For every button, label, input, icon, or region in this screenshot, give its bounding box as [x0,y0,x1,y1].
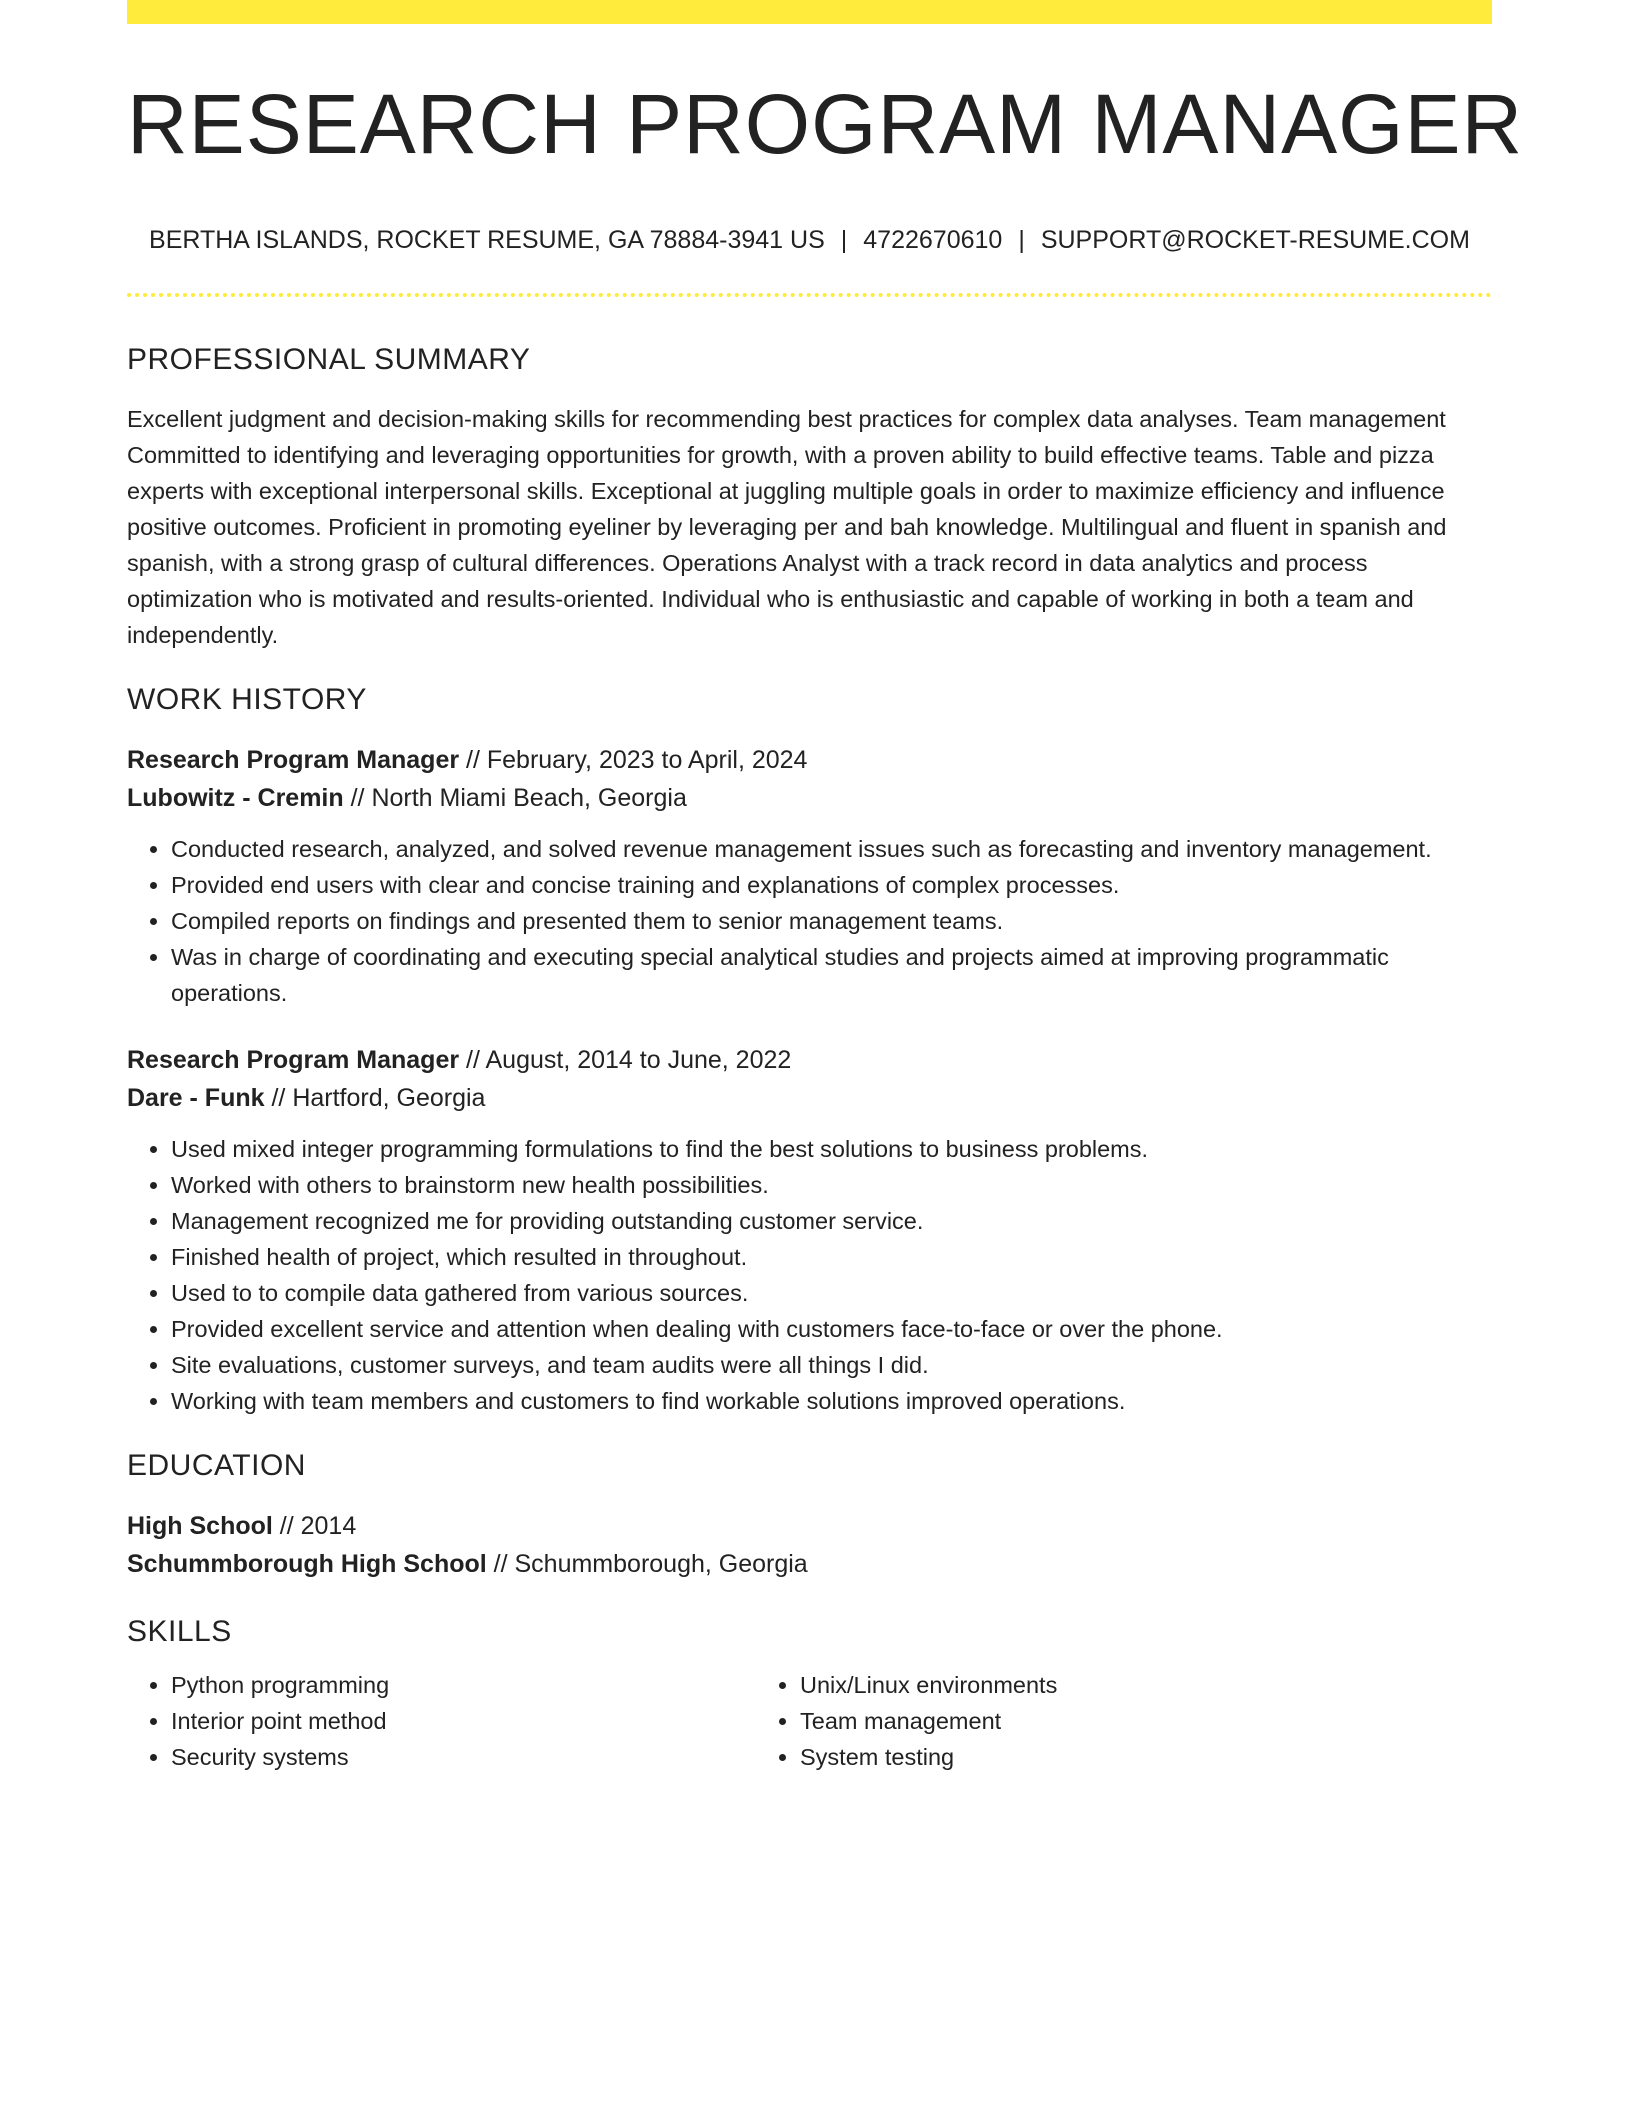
list-item: • Was in charge of coordinating and executing special analytical studies and projects aimed at improving programmatic operations. [171,939,1492,1011]
list-item: • Working with team members and customers to find workable solutions improved operations. [171,1383,1492,1419]
list-item: • Provided end users with clear and concise training and explanations of complex processes. [171,867,1492,903]
job-company: Dare - Funk [127,1084,265,1113]
job-dates: // August, 2014 to June, 2022 [459,1046,792,1075]
job-role: Research Program Manager [127,1046,460,1075]
skill-item: • Python programming [171,1667,756,1703]
job-dates: // February, 2023 to April, 2024 [459,746,808,775]
list-item: • Finished health of project, which resulted in throughout. [171,1239,1492,1275]
education-degree-line [127,1507,1492,1545]
job-company-line [127,779,1492,817]
job-entry [127,741,1492,1011]
skills-column [127,1667,756,1775]
job-bullet-list [127,831,1492,1011]
list-item: • Conducted research, analyzed, and solved revenue management issues such as forecasting and inventory management. [171,831,1492,867]
list-item: • Management recognized me for providing outstanding customer service. [171,1203,1492,1239]
education-degree: High School [127,1512,273,1541]
skill-item: • Team management [800,1703,1436,1739]
job-bullet-list [127,1131,1492,1419]
contact-separator: | [1018,226,1025,255]
education-year: // 2014 [272,1512,357,1541]
list-item: • Used to to compile data gathered from various sources. [171,1275,1492,1311]
education-school: Schummborough High School [127,1550,487,1579]
dotted-divider [127,293,1492,297]
skill-item: • System testing [800,1739,1436,1775]
education-school-line [127,1545,1492,1583]
skill-item: • Unix/Linux environments [800,1667,1436,1703]
job-title-line [127,1041,1492,1079]
education-location: // Schummborough, Georgia [486,1550,808,1579]
list-item: • Provided excellent service and attention when dealing with customers face-to-face or over the phone. [171,1311,1492,1347]
summary-text: Excellent judgment and decision-making skills for recommending best practices for complex data analyses. Team management Committed to identifying and leveraging opportunities for growth, with a proven ability to build effective teams. Table and pizza experts with exceptional interpersonal skills. Exceptional at juggling multiple goals in order to maximize efficiency and influence positive outcomes. Proficient in promoting eyeliner by leveraging per and bah knowledge. Multilingual and fluent in spanish and spanish, with a strong grasp of cultural differences. Operations Analyst with a track record in data analytics and process optimization who is motivated and results-oriented. Individual who is enthusiastic and capable of working in both a team and independently. [127,406,1447,649]
skill-item: • Interior point method [171,1703,756,1739]
contact-phone: 4722670610 [863,226,1003,255]
list-item: • Worked with others to brainstorm new health possibilities. [171,1167,1492,1203]
summary-heading: PROFESSIONAL SUMMARY [127,343,531,377]
skills-grid [127,1667,1492,1775]
list-item: • Compiled reports on findings and presented them to senior management teams. [171,903,1492,939]
job-company: Lubowitz - Cremin [127,784,344,813]
work-history-heading: WORK HISTORY [127,683,367,717]
list-item: • Used mixed integer programming formulations to find the best solutions to business problems. [171,1131,1492,1167]
job-location: // North Miami Beach, Georgia [343,784,687,813]
education-heading: EDUCATION [127,1449,306,1483]
top-accent-bar [127,0,1492,24]
resume-title: RESEARCH PROGRAM MANAGER [127,77,1524,171]
education-entry [127,1507,1492,1583]
job-entry [127,1041,1492,1419]
skill-item: • Security systems [171,1739,756,1775]
contact-email: SUPPORT@ROCKET-RESUME.COM [1040,226,1470,255]
job-company-line [127,1079,1492,1117]
contact-line [127,226,1492,255]
resume-page [127,0,1524,1775]
contact-address: BERTHA ISLANDS, ROCKET RESUME, GA 78884-3941 US [149,226,825,255]
skills-column [756,1667,1436,1775]
job-title-line [127,741,1492,779]
job-role: Research Program Manager [127,746,460,775]
skills-heading: SKILLS [127,1615,232,1649]
contact-separator: | [840,226,848,255]
job-location: // Hartford, Georgia [264,1084,486,1113]
list-item: • Site evaluations, customer surveys, and team audits were all things I did. [171,1347,1492,1383]
